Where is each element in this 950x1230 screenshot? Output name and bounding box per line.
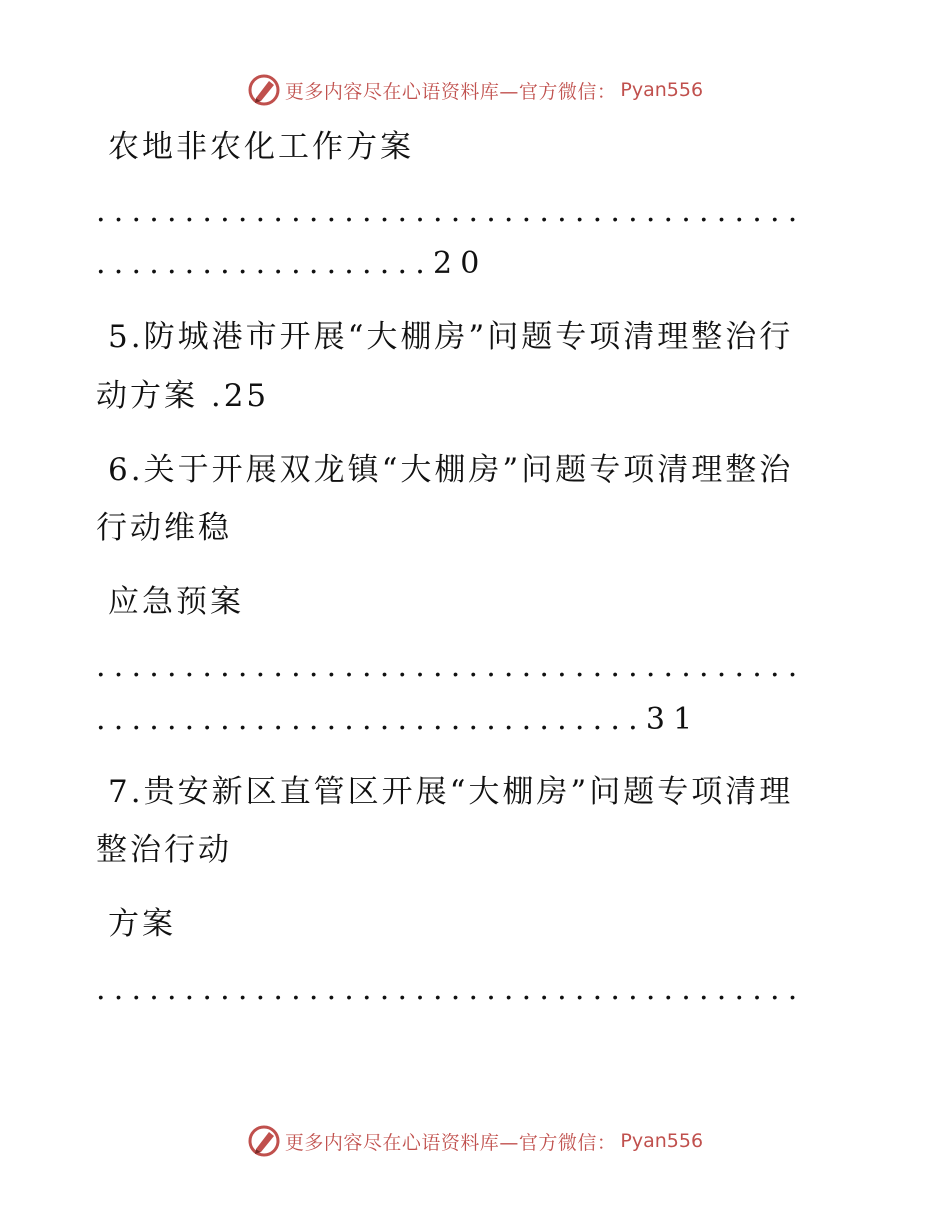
toc-item-5-title: 5.防城港市开展“大棚房”问题专项清理整治行 xyxy=(108,319,794,355)
toc-item-4-title: 农地非农化工作方案 xyxy=(108,129,414,165)
toc-item-6-leader-page: ...............................31 xyxy=(96,702,701,737)
pen-in-circle-icon xyxy=(247,1124,281,1158)
watermark-handle: Pyan556 xyxy=(620,79,704,101)
toc-item-6-title: 6.关于开展双龙镇“大棚房”问题专项清理整治 xyxy=(108,452,794,488)
toc-item-6-title-cont: 行动维稳 xyxy=(96,510,232,546)
watermark-text: 更多内容尽在心语资料库—官方微信： xyxy=(284,80,617,103)
watermark-text: 更多内容尽在心语资料库—官方微信： xyxy=(284,1131,617,1154)
toc-item-6-leader: ........................................ xyxy=(96,649,806,684)
watermark-handle: Pyan556 xyxy=(620,1130,704,1152)
watermark-header xyxy=(0,70,950,110)
toc-item-7-title: 7.贵安新区直管区开展“大棚房”问题专项清理 xyxy=(108,774,794,810)
toc-item-5-title-cont: 动方案 .25 xyxy=(96,378,270,414)
pen-in-circle-icon xyxy=(247,73,281,107)
toc-item-7-title-cont-2: 方案 xyxy=(108,906,176,942)
toc-item-4-leader-page: ...................20 xyxy=(96,246,488,281)
toc-item-7-title-cont: 整治行动 xyxy=(96,832,232,868)
watermark-footer xyxy=(0,1121,950,1161)
toc-item-7-leader: ........................................ xyxy=(96,972,806,1007)
toc-item-6-title-cont-2: 应急预案 xyxy=(108,584,244,620)
toc-item-4-leader: ........................................ xyxy=(96,194,806,229)
